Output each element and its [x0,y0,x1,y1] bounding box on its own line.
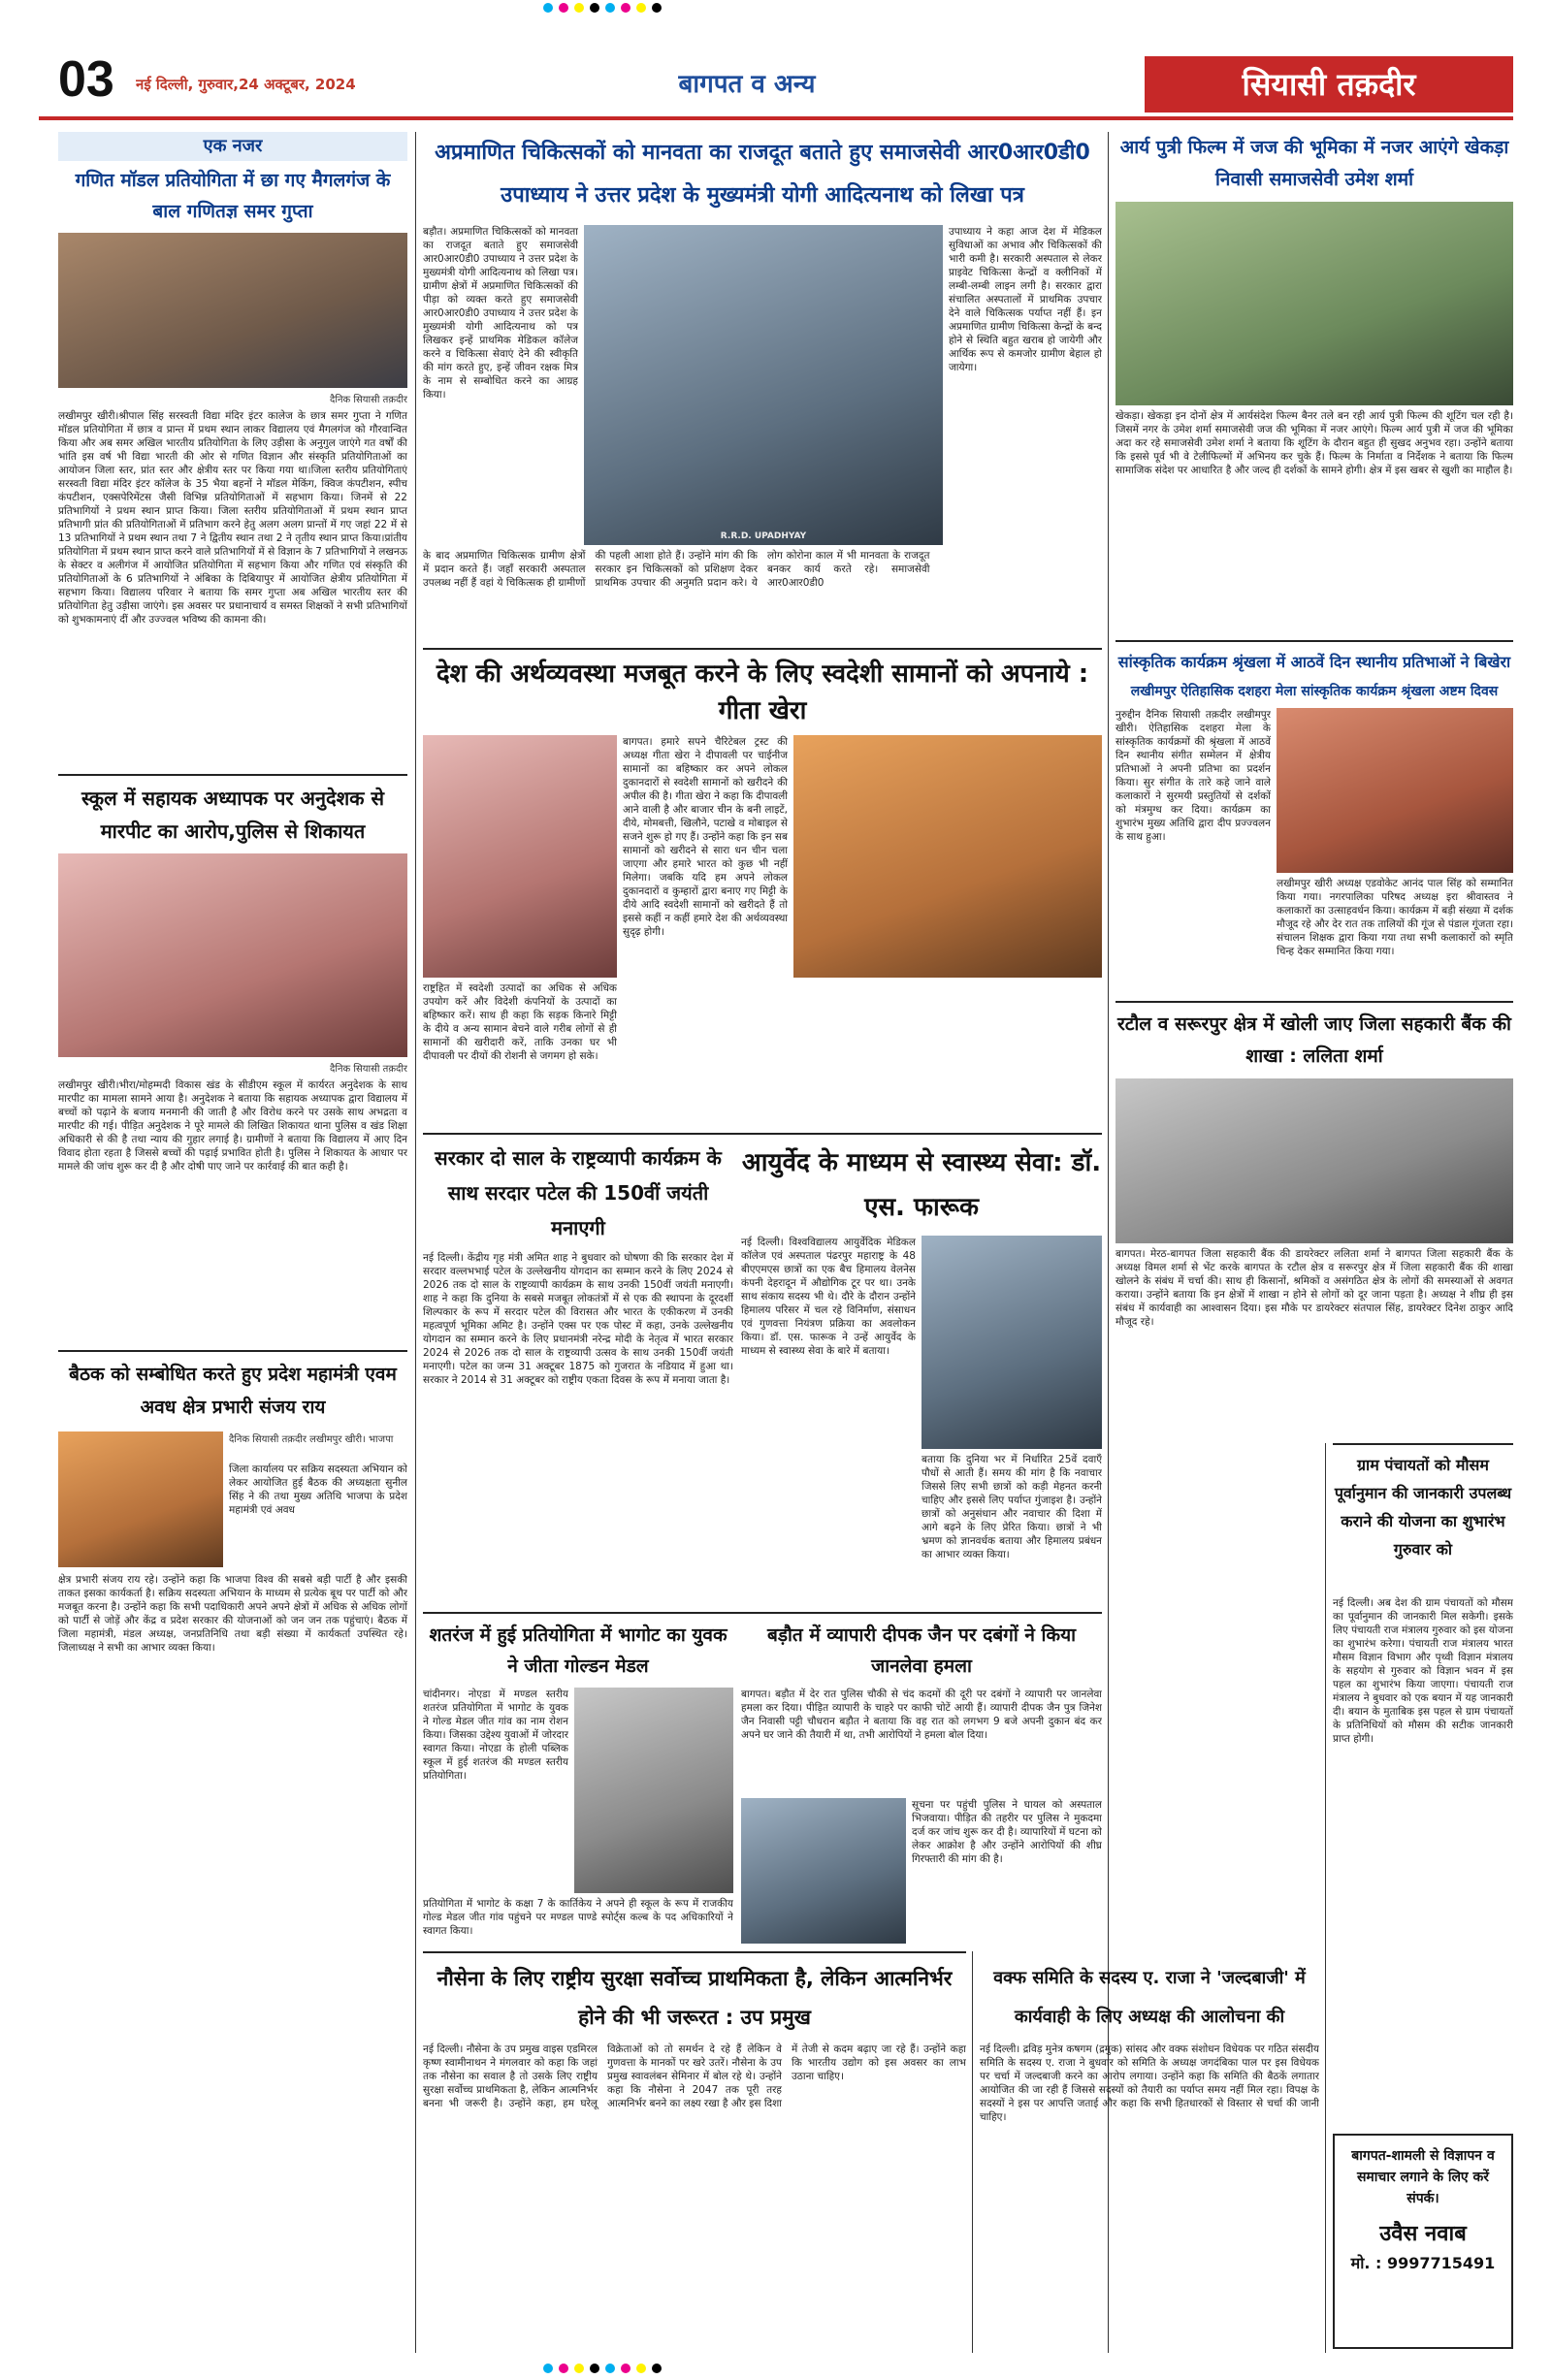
gita-khera-portrait [423,735,617,978]
black-dot [652,3,662,13]
patel-body: नई दिल्ली। केंद्रीय गृह मंत्री अमित शाह ने बुधवार को घोषणा की कि सरकार देश में सरदार वल्लभभाई पटेल के उल्लेखनीय योगदान का सम्मान करने के लिए 2024 से 2026 तक दो साल के राष्ट्रव्यापी कार्यक्रम के साथ उनकी 150वीं जयंती मनाएगी। शाह ने कहा कि दुनिया के सबसे मजबूत लोकतंत्रों में से एक की स्थापना के दूरदर्शी शिल्पकार के रूप में सरदार पटेल की विरासत और भारत के एकीकरण में उनकी महत्वपूर्ण भूमिका अमिट है। उन्होंने एक्स पर एक पोस्ट में कहा, उनके उल्लेखनीय योगदान का सम्मान करने के लिए प्रधानमंत्री नरेन्द्र मोदी के नेतृत्व में भारत सरकार 2024 से 2026 तक दो साल के राष्ट्रव्यापी उत्सव के साथ उनकी 150वीं जयंती मनाएगी। पटेल का जन्म 31 अक्टूबर 1875 को गुजरात के नडियाद में हुआ था। सरकार ने 2014 से 31 अक्टूबर को राष्ट्रीय एकता दिवस के रूप में मनाया जाता है। [423,1252,733,1386]
chess-medal-photo [574,1688,733,1893]
col1-story3-intro: जिला कार्यालय पर सक्रिय सदस्यता अभियान को लेकर आयोजित हुई बैठक की अध्यक्षता सुनील सिंह ने की तथा मुख्य अतिथि भाजपा के प्रदेश महामंत्री एवं अवध [229,1463,407,1516]
divider [1116,1001,1513,1003]
students-group-photo [58,233,407,388]
divider [58,774,407,776]
section-title: बागपत व अन्य [678,70,816,99]
divider [1116,640,1513,642]
contact-phone: मो. : 9997715491 [1350,2254,1496,2272]
gita-caption: राष्ट्रहित में स्वदेशी उत्पादों का अधिक से अधिक उपयोग करें और विदेशी कंपनियों के उत्पादों का बहिष्कार करें। साथ ही कहा कि सड़क किनारे मिट्टी के दीये व अन्य सामान बेचने वाले गरीब लोगों से ही सामानों की खरीदारी करें, ताकि उनका घर भी दीपावली पर दीयों की रोशनी से जगमग हो सके। [423,982,617,1062]
baraut-body-left: बागपत। बड़ौत में देर रात पुलिस चौकी से चंद कदमों की दूरी पर दबंगों ने व्यापारी पर जानलेवा हमला कर दिया। पीड़ित व्यापारी के चाहरे पर काफी चोटें आयी हैं। व्यापारी दीपक जैन पुत्र जिनेश जैन निवासी पट्टी चौधरान बड़ौत ने बताया कि वह रात को लगभग 9 बजे अपनी दुकान बंद कर अपने घर जाने की तैयारी में था, तभी आरोपियों ने हमला बोल दिया। [741,1689,1102,1741]
cultural-body-left: नुरुद्दीन दैनिक सियासी तक़दीर लखीमपुर खीरी। ऐतिहासिक दशहरा मेला के सांस्कृतिक कार्यक्रमों की श्रृंखला में आठवें दिन स्थानीय संगीत सम्मेलन में क्षेत्रीय प्रतिभाओं ने अपनी प्रतिभा का प्रदर्शन किया। सुर संगीत के तारे कहे जाने वाले कलाकारों ने सुरमयी प्रस्तुतियों से दर्शकों को मंत्रमुग्ध कर दिया। कार्यक्रम का शुभारंभ मुख्य अतिथि द्वारा दीप प्रज्ज्वलन के साथ हुआ। [1116,709,1271,843]
cultural-body-right: लखीमपुर खीरी अध्यक्ष एडवोकेट आनंद पाल सिंह को सम्मानित किया गया। नगरपालिका परिषद अध्यक्ष इरा श्रीवास्तव ने कलाकारों का उत्साहवर्धन किया। कार्यक्रम में बड़ी संख्या में दर्शक मौजूद रहे और देर रात तक तालियों की गूंज से पंडाल गूंजता रहा। संचालन शिक्षक द्वारा किया गया तथा सभी कलाकारों को स्मृति चिन्ह देकर सम्मानित किया गया। [1277,878,1513,957]
cyan-dot [605,3,615,13]
header-rule [39,116,1513,120]
children-classroom-photo [58,853,407,1057]
navy-body: नई दिल्ली। नौसेना के उप प्रमुख वाइस एडमिरल कृष्ण स्वामीनाथन ने मंगलवार को कहा कि जहां तक नौसेना का सवाल है तो उसके लिए राष्ट्रीय सुरक्षा सर्वोच्च प्राथमिकता है, लेकिन आत्मनिर्भर बनना भी जरूरी है। उन्होंने कहा, हम घरेलू विक्रेताओं को तो समर्थन दे रहे हैं लेकिन वे गुणवत्ता के मानकों पर खरे उतरें। नौसेना के उप प्रमुख स्वावलंबन सेमिनार में बोल रहे थे। उन्होंने कहा कि नौसेना ने 2047 तक पूरी तरह आत्मनिर्भर बनने का लक्ष्य रखा है और इस दिशा में तेजी से कदम बढ़ाए जा रहे हैं। उन्होंने कहा कि भारतीय उद्योग को इस अवसर का लाभ उठाना चाहिए। [423,2043,966,2109]
chess-headline: शतरंज में हुई प्रतियोगिता में भागोट का युवक ने जीता गोल्डन मेडल [429,1624,728,1677]
main-story-headline: अप्रमाणित चिकित्सकों को मानवता का राजदूत बताते हुए समाजसेवी आर0आर0डी0 उपाध्याय ने उत्तर प्रदेश के मुख्यमंत्री योगी आदित्यनाथ को लिखा पत्र [435,141,1090,208]
baraut-body-right: सूचना पर पहुंची पुलिस ने घायल को अस्पताल भिजवाया। पीड़ित की तहरीर पर पुलिस ने मुकदमा दर्ज कर जांच शुरू कर दी है। व्यापारियों में घटना को लेकर आक्रोश है और उन्होंने आरोपियों की शीघ्र गिरफ्तारी की मांग की है। [912,1799,1102,1865]
baraut-headline: बड़ौत में व्यापारी दीपक जैन पर दबंगों ने किया जानलेवा हमला [766,1624,1077,1677]
column-rule [1325,1443,1326,2353]
arya-putri-headline: आर्य पुत्री फिल्म में जज की भूमिका में नजर आएंगे खेकड़ा निवासी समाजसेवी उमेश शर्मा [1119,137,1509,190]
divider [423,1612,1102,1614]
cyan-dot [543,3,553,13]
magenta-dot [559,3,568,13]
divider [1333,1443,1513,1445]
arya-putri-body: खेकड़ा। खेकड़ा इन दोनों क्षेत्र में आर्यसंदेश फिल्म बैनर तले बन रही आर्य पुत्री फिल्म की शूटिंग चल रही है। जिसमें नगर के उमेश शर्मा समाजसेवी जज की भूमिका में नजर आएंगे। फिल्म आर्य पुत्री में जज की भूमिका अदा कर रहे समाजसेवी उमेश शर्मा ने बताया कि शूटिंग के दौरान बहुत ही सुखद अनुभव रहा। उन्होंने बताया कि इससे पूर्व भी वे टेलीफिल्मों में अभिनय कर चुके हैं। फिल्म के निर्माता व निर्देशक ने बताया कि फिल्म सामाजिक संदेश पर आधारित है और जल्द ही दर्शकों के सामने होगी। क्षेत्र में इस खबर से खुशी का माहौल है। [1116,410,1513,476]
photo-caption: R.R.D. UPADHYAY [720,531,807,541]
bank-meeting-photo [1116,1078,1513,1243]
students-industrial-tour-photo [922,1236,1102,1449]
contact-line: बागपत-शामली से विज्ञापन व समाचार लगाने के लिए करें संपर्क। [1351,2148,1495,2206]
gita-headline: देश की अर्थव्यवस्था मजबूत करने के लिए स्वदेशी सामानों को अपनाये : गीता खेरा [436,659,1089,725]
black-dot [590,2364,599,2373]
magenta-dot [621,3,630,13]
cultural-headline: सांस्कृतिक कार्यक्रम श्रृंखला में आठवें दिन स्थानीय प्रतिभाओं ने बिखेरा [1117,653,1511,671]
cyan-dot [543,2364,553,2373]
divider [423,1951,966,1953]
col1-story1-body: लखीमपुर खीरी।श्रीपाल सिंह सरस्वती विद्या मंदिर इंटर कालेज के छात्र समर गुप्ता ने गणित मॉडल प्रतियोगिता में छात्र व प्रान्त में प्रथम स्थान लाकर विद्यालय एवं मैगलगंज को गौरवान्वित किया और अब समर अखिल भारतीय प्रतियोगिता के लिए उड़ीसा के अनुगुल जाएंगे गत वर्षों की भांति इस वर्ष भी विद्या भारती की ओर से गणित विज्ञान और संस्कृति प्रतियोगिताओं का आयोजन जिला स्तर, प्रांत स्तर और क्षेत्रीय स्तर पर किया गया था।जिला स्तरीय प्रतियोगिताएं सरस्वती विद्या मंदिर इंटर कॉलेज के 35 भैया बहनों ने मॉडल मेकिंग, क्विज कंपटीशन, स्पीच कंपटीशन, एक्सपेरिमेंटस जैसी विभिन्न प्रतियोगिताओं में सहभाग किया। जिनमें से 22 प्रतिभागियों ने प्रथम स्थान प्राप्त किया। जिला स्तरीय प्रतियोगिताओं में प्रथम स्थान प्राप्त प्रतिभागी प्रांत की प्रतियोगिताओं में प्रतिभाग करने हेतु अलग अलग प्रान्तों में गए जहां 22 में से 13 प्रतिभागियों ने प्रथम स्थान तथा 7 ने द्वितीय स्थान तथा 2 ने तृतीय स्थान प्राप्त किया।प्रांतीय प्रतियोगिता में प्रथम स्थान प्राप्त करने वाले प्रतिभागियों में से विज्ञान के 7 प्रतिभागियों ने लखनऊ के सेक्टर व अलीगंज में आयोजित प्रतियोगिता में सहभाग किया और गणित एवं संस्कृति की प्रतियोगिताओं के 6 प्रतिभागियों ने अंबिका के दिबियापुर में आयोजित क्षेत्रीय प्रतियोगिता में सहभाग किया। विद्यालय परिवार ने बताया कि समर गुप्ता अब अखिल भारतीय स्तर की प्रतियोगिता हेतु उड़ीसा जाएंगे। इस अवसर पर प्रधानाचार्य व समस्त शिक्षकों ने सभी प्रतिभागियों को शुभकामनाएं दीं और उज्ज्वल भविष्य की कामना की। [58,410,407,626]
col1-story1-headline: गणित मॉडल प्रतियोगिता में छा गए मैगलगंज के बाल गणितज्ञ समर गुप्ता [75,170,391,222]
gita-body: बागपत। हमारे सपने चैरिटेबल ट्रस्ट की अध्यक्ष गीता खेरा ने दीपावली पर चाईनीज सामानों का बहिष्कार कर अपने लोकल दुकानदारों से स्वदेशी सामानों को खरीदने की अपील की है। गीता खेरा ने कहा कि दीपावली आने वाली है और बाजार चीन के बनी लाइटें, दीये, मोमबत्ती, खिलौने, पटाखे व मोबाइल से सजने शुरू हो गए हैं। उन्होंने कहा कि इन सब सामानों को खरीदने से सारा धन चीन चला जाएगा और हमारे भारत को कुछ भी नहीं मिलेगा। जबकि यदि हम अपने लोकल दुकानदारों व कुम्हारों द्वारा बनाए गए मिट्टी के दीये आदि स्वदेशी सामानों को खरीदते हैं तो इससे कहीं न कहीं हमारे देश की अर्थव्यवस्था सुदृढ़ होगी। [623,736,788,938]
col1-story2-headline: स्कूल में सहायक अध्यापक पर अनुदेशक से मारपीट का आरोप,पुलिस से शिकायत [81,787,385,843]
ayurveda-headline: आयुर्वेद के माध्यम से स्वास्थ्य सेवा: डॉ. एस. फारूक [741,1148,1102,1222]
col1-story1-credit: दैनिक सियासी तक़दीर [330,395,407,405]
weather-headline: ग्राम पंचायतों को मौसम पूर्वानुमान की जानकारी उपलब्ध कराने की योजना का शुभारंभ गुरुवार को [1334,1456,1512,1559]
chess-body-left: चांदीनगर। नोएडा में मण्डल स्तरीय शतरंज प्रतियोगिता में भागोट के युवक ने गोल्ड मेडल जीत गांव का नाम रोशन किया। जिसका उद्देश्य युवाओं में जोरदार स्वागत किया। नोएडा के होली पब्लिक स्कूल में हुई शतरंज की मण्डल स्तरीय प्रतियोगिता। [423,1689,568,1782]
weather-body: नई दिल्ली। अब देश की ग्राम पंचायतों को मौसम का पूर्वानुमान की जानकारी मिल सकेगी। इसके लिए पंचायती राज मंत्रालय गुरुवार को इस योजना का शुभारंभ करेगा। पंचायती राज मंत्रालय भारत मौसम विज्ञान विभाग और पृथ्वी विज्ञान मंत्रालय के सहयोग से गुरुवार को विज्ञान भवन में इस पहल का शुभारंभ किया जाएगा। पंचायती राज मंत्रालय ने बुधवार को एक बयान में यह जानकारी दी। बयान के मुताबिक इस पहल से ग्राम पंचायतों के प्रतिनिधियों को मौसम की सटीक जानकारी प्राप्त होगी। [1333,1597,1513,1745]
column-rule [972,1951,973,2353]
yellow-dot [636,3,646,13]
ayurveda-body-left: नई दिल्ली। विश्वविद्यालय आयुर्वेदिक मेडिकल कॉलेज एवं अस्पताल पंढरपुर महाराष्ट्र के 48 बीएएमएस छात्रों का एक बैच हिमालय वेलनेस कंपनी देहरादून में औद्योगिक टूर पर था। उनके साथ संकाय सदस्य भी थे। दौरे के दौरान उन्होंने हिमालय परिसर में चल रहे विनिर्माण, संसाधन एवं गुणवत्ता नियंत्रण प्रक्रिया का अवलोकन किया। डॉ. एस. फारूक ने उन्हें आयुर्वेद के माध्यम से स्वास्थ्य सेवा के बारे में बताया। [741,1237,916,1357]
waqf-body: नई दिल्ली। द्रविड़ मुनेत्र कषगम (द्रमुक) सांसद और वक्फ संशोधन विधेयक पर गठित संसदीय समिति के सदस्य ए. राजा ने बुधवार को समिति के अध्यक्ष जगदंबिका पाल पर इस विधेयक पर चर्चा में जल्दबाजी करने का आरोप लगाया। उन्होंने कहा कि समिति की बैठकें लगातार आयोजित की जा रही हैं जिससे सदस्यों को तैयारी का पर्याप्त समय नहीं मिल रहा। विपक्ष के सदस्यों ने इस पर आपत्ति जताई और कहा कि सभी हितधारकों से विस्तार से चर्चा की जानी चाहिए। [980,2043,1319,2123]
col1-story3-headline: बैठक को सम्बोधित करते हुए प्रदेश महामंत्री एवम अवध क्षेत्र प्रभारी संजय राय [69,1364,397,1418]
main-story-body-bottom: के बाद अप्रमाणित चिकित्सक ग्रामीण क्षेत्रों में प्रदान करते हैं। जहाँ सरकारी अस्पताल उपलब्ध नहीं हैं वहां ये चिकित्सक ही ग्रामीणों की पहली आशा होते हैं। उन्होंने मांग की कि सरकार इन चिकित्सकों को प्रशिक्षण देकर प्राथमिक उपचार की अनुमति प्रदान करे। ये लोग कोरोना काल में भी मानवता के राजदूत बनकर कार्य करते रहे। समाजसेवी आर0आर0डी0 [423,550,930,589]
speaker-photo [58,1431,223,1567]
cooperative-body: बागपत। मेरठ-बागपत जिला सहकारी बैंक की डायरेक्टर ललिता शर्मा ने बागपत जिला सहकारी बैंक के अध्यक्ष विमल शर्मा से भेंट करके बागपत के रटौल क्षेत्र व सरूरपुर क्षेत्र में जिला सहकारी बैंक की शाखा खोलने के संबंध में चर्चा की। साथ ही किसानों, श्रमिकों व असंगठित क्षेत्र के लोगों की समस्याओं से अवगत कराया। उन्होंने बताया कि इन क्षेत्रों में शाखा न होने से लोगों को दूर जाना पड़ता है। अध्यक्ष ने शीघ्र ही इस संबंध में कार्यवाही का आश्वासन दिया। इस मौके पर डायरेक्टर संतपाल सिंह, डायरेक्टर दिनेश ठाकुर आदि मौजूद रहे। [1116,1248,1513,1328]
advertising-contact-box [1333,2134,1513,2349]
registration-marks-bottom [543,2361,1009,2376]
contact-name: उवैस नवाब [1379,2222,1467,2246]
col1-story2-body: लखीमपुर खीरी।भीरा/मोहम्मदी विकास खंड के सीडीएम स्कूल में कार्यरत अनुदेशक के साथ मारपीट का मामला सामने आया है। अनुदेशक ने बताया कि सहायक अध्यापक द्वारा विद्यालय में बच्चों को पढ़ाने के बजाय मनमानी की जाती है और विरोध करने पर उसके साथ अभद्रता व मारपीट की गई। पीड़ित अनुदेशक ने पूरे मामले की लिखित शिकायत थाना पुलिस व खंड शिक्षा अधिकारी से की है तथा न्याय की गुहार लगाई है। ग्रामीणों ने बताया कि विद्यालय में आए दिन विवाद होता रहता है जिससे बच्चों की पढ़ाई प्रभावित होती है। पुलिस ने शिकायत के आधार पर मामले की जांच शुरू कर दी है और दोषी पाए जाने पर कार्रवाई की बात कही है। [58,1079,407,1173]
chess-body-bottom: प्रतियोगिता में भागोट के कक्षा 7 के कार्तिकेय ने अपने ही स्कूल के रूप में राजकीय गोल्ड मेडल जीत गांव पहुंचने पर मण्डल पाण्डे स्पोर्ट्स कल्ब के पद अधिकारियों ने स्वागत किया। [423,1898,733,1937]
film-shooting-photo [1116,202,1513,405]
yellow-dot [574,2364,584,2373]
ayurveda-body-right: बताया कि दुनिया भर में निर्धारित 25वें दवाएँ पौधों से आती हैं। समय की मांग है कि नवाचार जिससे लिए सभी छात्रों को कड़ी मेहनत करनी चाहिए और इससे लिए पर्याप्त गुंजाइश है। उन्होंने छात्रों को अनुसंधान और नवाचार की दिशा में आगे बढ़ने के लिए प्रेरित किया। छात्रों ने भी भ्रमण को ज्ञानवर्धक बताया और हिमालय प्रबंधन का आभार व्यक्त किया। [922,1454,1102,1560]
cultural-subhead: लखीमपुर ऐतिहासिक दशहरा मेला सांस्कृतिक कार्यक्रम श्रृंखला अष्टम दिवस [1130,684,1499,699]
column-rule [415,132,416,2353]
col1-story2-credit: दैनिक सियासी तक़दीर [330,1064,407,1075]
col1-story3-body: क्षेत्र प्रभारी संजय राय रहे। उन्होंने कहा कि भाजपा विश्व की सबसे बड़ी पार्टी है और इसकी ताकत इसका कार्यकर्ता है। सक्रिय सदस्यता अभियान के माध्यम से प्रत्येक बूथ पर पार्टी को और मजबूत करना है। उन्होंने कहा कि सभी पदाधिकारी अपने अपने क्षेत्रों में अधिक से अधिक लोगों को पार्टी से जोड़ें और केंद्र व प्रदेश सरकार की योजनाओं को जन जन तक पहुंचाएं। बैठक में जिला महामंत्री, मंडल अध्यक्ष, जनप्रतिनिधि तथा बड़ी संख्या में कार्यकर्ता उपस्थित रहे। जिलाध्यक्ष ने सभी का आभार व्यक्त किया। [58,1574,407,1654]
divider [423,1133,1102,1135]
diya-stall-photo [793,735,1102,978]
yellow-dot [636,2364,646,2373]
yellow-dot [574,3,584,13]
main-story-body-right: उपाध्याय ने कहा आज देश में मेडिकल सुविधाओं का अभाव और चिकित्सकों की भारी कमी है। सरकारी अस्पताल से लेकर प्राइवेट चिकित्सा केन्द्रों व क्लीनिकों में लम्बी-लम्बी लाइन लगी है। सरकार द्वारा संचालित अस्पतालों में प्राथमिक उपचार देने वाले चिकित्सक पर्याप्त नहीं हैं। इन अप्रमाणित ग्रामीण चिकित्सा केन्द्रों के बन्द होने से स्थिति बहुत खराब हो जायेगी और आर्थिक रूप से कमजोर ग्रामीण बेहाल हो जायेगा। [949,226,1102,373]
dateline: नई दिल्ली, गुरुवार,24 अक्टूबर, 2024 [136,76,356,93]
divider [423,648,1102,650]
cyan-dot [605,2364,615,2373]
magenta-dot [621,2364,630,2373]
divider [58,1350,407,1352]
registration-marks-top [543,0,1009,16]
page-number: 03 [58,51,114,108]
magenta-dot [559,2364,568,2373]
ek-nazar-kicker: एक नजर [58,132,407,161]
stage-performance-photo [1277,708,1513,873]
newspaper-brand: सियासी तक़दीर [1145,56,1513,113]
injured-trader-photo [741,1798,906,1944]
waqf-headline: वक्फ समिति के सदस्य ए. राजा ने 'जल्दबाजी' में कार्यवाही के लिए अध्यक्ष की आलोचना की [993,1968,1306,2027]
black-dot [590,3,599,13]
upadhyay-portrait-photo [584,225,943,545]
patel-headline: सरकार दो साल के राष्ट्रव्यापी कार्यक्रम के साथ सरदार पटेल की 150वीं जयंती मनाएगी [435,1146,722,1239]
col1-story3-credit: दैनिक सियासी तक़दीर लखीमपुर खीरी। भाजपा [229,1434,394,1445]
navy-headline: नौसेना के लिए राष्ट्रीय सुरक्षा सर्वोच्च प्राथमिकता है, लेकिन आत्मनिर्भर होने की भी जरूरत : उप प्रमुख [436,1967,953,2029]
black-dot [652,2364,662,2373]
cooperative-headline: रटौल व सरूरपुर क्षेत्र में खोली जाए जिला सहकारी बैंक की शाखा : ललिता शर्मा [1117,1013,1511,1067]
main-story-body-left: बड़ौत। अप्रमाणित चिकित्सकों को मानवता का राजदूत बताते हुए समाजसेवी आर0आर0डी0 उपाध्याय ने उत्तर प्रदेश के मुख्यमंत्री योगी आदित्यनाथ को लिखा पत्र। ग्रामीण क्षेत्रों में अप्रमाणित चिकित्सकों की पीड़ा को व्यक्त करते हुए समाजसेवी आर0आर0डी0 उपाध्याय ने उत्तर प्रदेश के मुख्यमंत्री योगी आदित्यनाथ को पत्र लिखकर इन्हें प्राथमिक मेडिकल कॉलेज करने व चिकित्सा सेवाएं देने की स्वीकृति की मांग करते हुए, इन्हें जीवन रक्षक मित्र के नाम से सम्बोधित करने का आग्रह किया। [423,226,578,401]
